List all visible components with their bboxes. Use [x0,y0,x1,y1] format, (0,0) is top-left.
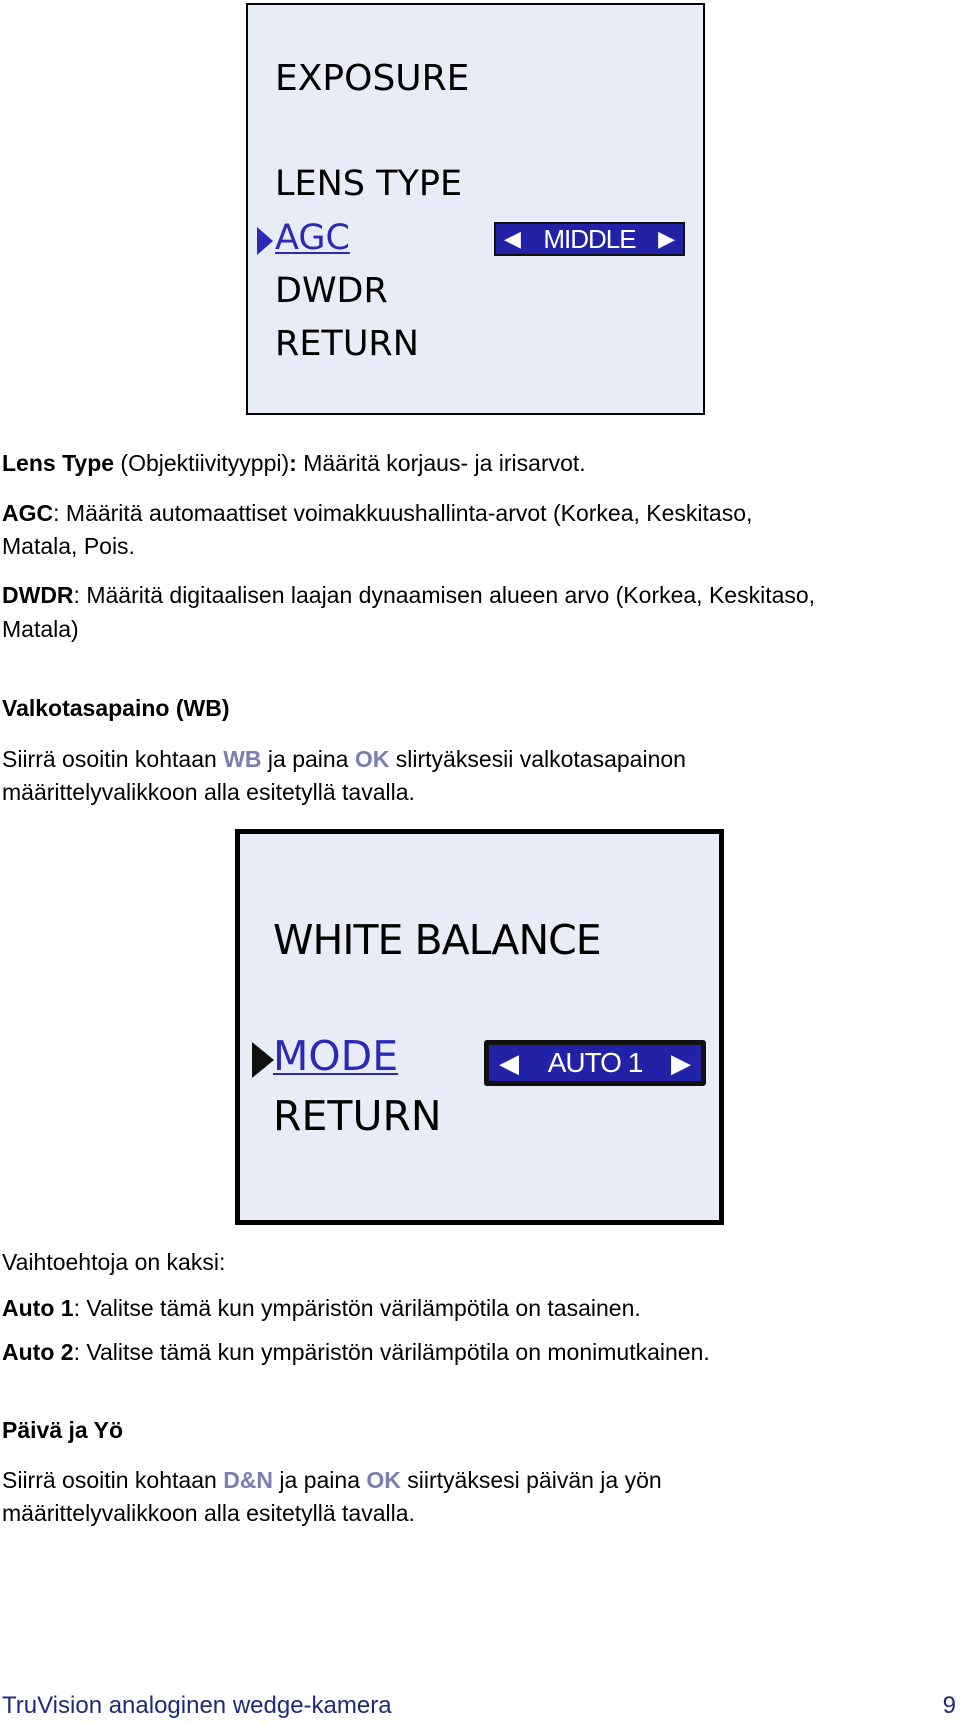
wb-line1-a: Siirrä osoitin kohtaan [2,746,224,772]
auto2-text: : Valitse tämä kun ympäristön värilämpötila on monimutkainen. [73,1339,710,1365]
agc-value-selector[interactable] [494,222,685,256]
menu-item-return[interactable]: RETURN [273,1092,442,1140]
dwdr-description [2,579,815,612]
dwdr-description-line2: Matala) [2,616,79,642]
mode-value: AUTO 1 [547,1047,643,1078]
dn-heading: Päivä ja Yö [2,1417,124,1443]
wb-line1-b: ja paina [261,746,355,772]
menu-item-return[interactable]: RETURN [275,324,419,364]
mode-value-selector[interactable] [484,1040,706,1086]
lens-type-colon: : [289,450,304,476]
wb-instruction-line1 [2,743,686,776]
exposure-menu-screen [246,3,705,415]
white-balance-menu-screen [235,829,724,1225]
ok-keyword: OK [354,746,390,772]
auto1-text: : Valitse tämä kun ympäristön värilämpötila on tasainen. [73,1295,641,1321]
agc-description-line2: Matala, Pois. [2,533,135,559]
auto2-description [2,1336,710,1369]
auto2-term: Auto 2 [2,1339,74,1365]
dn-keyword: D&N [223,1467,274,1493]
lens-type-description [2,447,586,480]
menu-item-mode[interactable]: MODE [273,1032,399,1080]
footer-title: TruVision analoginen wedge-kamera [2,1692,392,1719]
exposure-menu-title: EXPOSURE [275,58,470,99]
lens-type-text: Määritä korjaus- ja irisarvot. [303,450,586,476]
wb-instruction-line2: määrittelyvalikkoon alla esitetyllä tavalla. [2,779,415,805]
dn-instruction-line1 [2,1464,662,1497]
dwdr-term: DWDR [2,582,74,608]
white-balance-menu-title: WHITE BALANCE [273,916,601,964]
dwdr-text: : Määritä digitaalisen laajan dynaamisen alueen arvo (Korkea, Keskitaso, [73,582,816,608]
arrow-right-icon[interactable]: ▶ [658,226,675,251]
dn-line1-b: ja paina [273,1467,367,1493]
wb-line1-c: slirtyäksesii valkotasapainon [389,746,686,772]
lens-type-paren: (Objektiivityyppi) [114,450,290,476]
dn-instruction-line2: määrittelyvalikkoon alla esitetyllä tavalla. [2,1500,415,1526]
page-number: 9 [942,1692,956,1719]
menu-item-lens-type[interactable]: LENS TYPE [275,164,463,204]
auto1-term: Auto 1 [2,1295,74,1321]
selection-pointer-icon [252,1042,274,1078]
arrow-left-icon[interactable]: ◀ [504,226,521,251]
arrow-right-icon[interactable]: ▶ [671,1048,691,1078]
wb-keyword: WB [223,746,262,772]
dn-line1-a: Siirrä osoitin kohtaan [2,1467,224,1493]
menu-item-dwdr[interactable]: DWDR [275,271,388,311]
ok-keyword: OK [366,1467,401,1493]
arrow-left-icon[interactable]: ◀ [499,1048,519,1078]
menu-item-agc[interactable]: AGC [275,218,350,258]
selection-pointer-icon [257,227,273,255]
agc-term: AGC [2,500,54,526]
wb-heading: Valkotasapaino (WB) [2,695,230,721]
lens-type-term: Lens Type [2,450,115,476]
auto1-description [2,1292,641,1325]
agc-text: : Määritä automaattiset voimakkuushallinta-arvot (Korkea, Keskitaso, [53,500,753,526]
options-intro: Vaihtoehtoja on kaksi: [2,1249,226,1275]
agc-value: MIDDLE [543,223,636,254]
dn-line1-c: siirtyäksesi päivän ja yön [400,1467,662,1493]
agc-description [2,497,752,530]
